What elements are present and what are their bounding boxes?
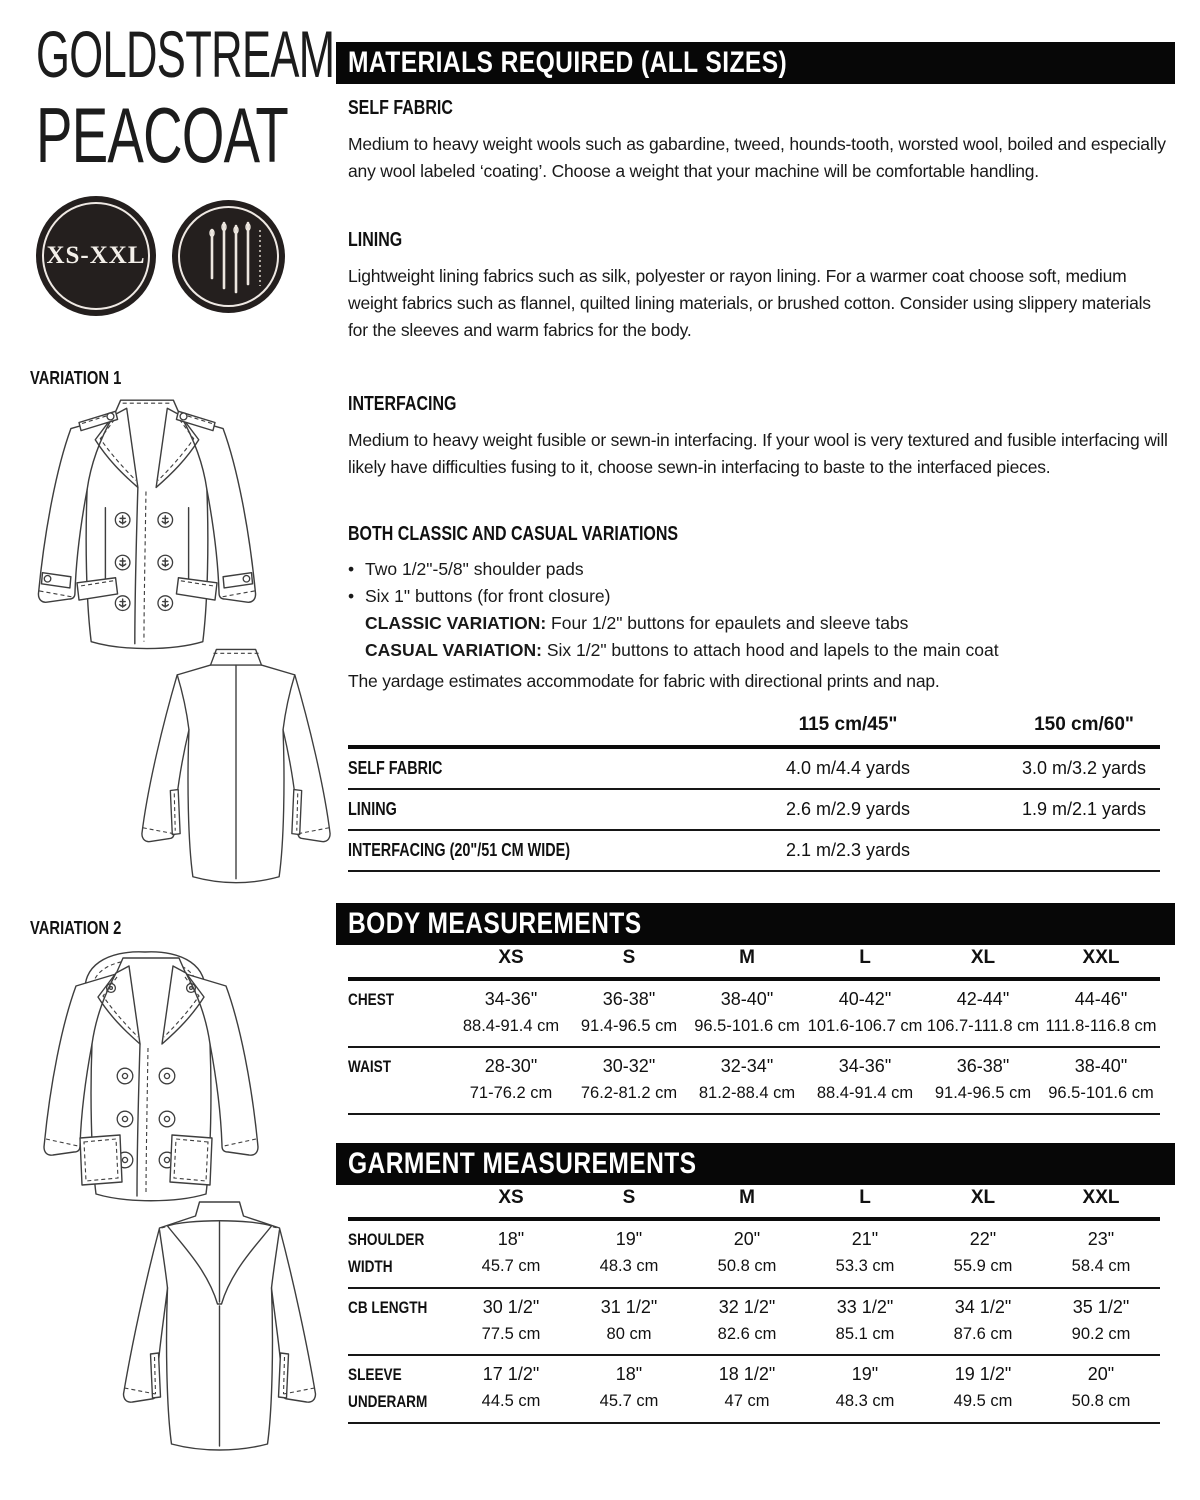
- table-row-sleeve-underarm: SLEEVE UNDERARM 17 1/2" 44.5 cm 18" 45.7 cm 18 1/2" 47 cm 19" 48.3 cm 19 1/2" 49.5 cm 20" 50.8 cm: [348, 1356, 1160, 1424]
- table-row-waist: WAIST 28-30" 71-76.2 cm 30-32" 76.2-81.2 cm 32-34" 81.2-88.4 cm 34-36" 88.4-91.4 cm 36-38" 91.4-96.5 cm 38-40" 96.5-101.6 cm: [348, 1048, 1160, 1115]
- title-line-1: GOLDSTREAM: [36, 17, 335, 91]
- variation-1-back-illustration: [138, 642, 334, 890]
- size-range-label: XS-XXL: [46, 242, 146, 269]
- classic-variation-note: CLASSIC VARIATION: Four 1/2" buttons for epaulets and sleeve tabs: [365, 613, 909, 633]
- variations-heading: BOTH CLASSIC AND CASUAL VARIATIONS: [348, 523, 679, 545]
- notions-list: [348, 556, 1168, 664]
- interfacing-heading: INTERFACING: [348, 393, 457, 415]
- variation-1-label: VARIATION 1: [30, 368, 122, 388]
- bullet-icon: •: [348, 559, 355, 579]
- body-measurements-header: BODY MEASUREMENTS: [336, 903, 1175, 945]
- title-line-2: PEACOAT: [36, 91, 288, 179]
- bullet-icon: •: [348, 586, 355, 606]
- self-fabric-heading: SELF FABRIC: [348, 97, 453, 119]
- interfacing-body: Medium to heavy weight fusible or sewn-in interfacing. If your wool is very textured and fusible interfacing will likely have difficulties fusing to it, choose sewn-in interfacing to baste to the interfaced pieces.: [348, 430, 1168, 477]
- self-fabric-body: Medium to heavy weight wools such as gabardine, tweed, hounds-tooth, worsted wool, boiled and especially any wool labeled ‘coating’. Choose a weight that your machine will be comfortable handling.: [348, 134, 1166, 181]
- table-row: INTERFACING (20"/51 CM WIDE) 2.1 m/2.3 yards: [348, 831, 1160, 872]
- needles-icon: [172, 200, 285, 313]
- table-row: SELF FABRIC 4.0 m/4.4 yards 3.0 m/3.2 yards: [348, 749, 1160, 790]
- variation-2-back-illustration: [110, 1196, 328, 1468]
- lining-heading: LINING: [348, 229, 403, 251]
- lining-body: Lightweight lining fabrics such as silk, polyester or rayon lining. For a warmer coat choose soft, medium weight fabrics such as flannel, quilted lining materials, or brushed cotton. Consider using slippery materials for the sleeves and warm fabrics for the body.: [348, 266, 1151, 340]
- list-item: • Two 1/2"-5/8" shoulder pads: [348, 556, 1168, 583]
- col-115cm: 115 cm/45": [798, 714, 898, 735]
- variation-1-front-illustration: [20, 388, 274, 664]
- variation-2-front-illustration: [26, 942, 266, 1214]
- table-row-shoulder-width: SHOULDER WIDTH 18" 45.7 cm 19" 48.3 cm 20" 50.8 cm 21" 53.3 cm 22" 55.9 cm 23" 58.4 cm: [348, 1221, 1160, 1289]
- size-header-row: XS S M L XL XXL: [498, 1187, 1120, 1208]
- size-header-row: XS S M L XL XXL: [498, 947, 1120, 968]
- garment-measurements-table: [348, 1187, 1160, 1424]
- yardage-table: [348, 714, 1160, 872]
- table-row: LINING 2.6 m/2.9 yards 1.9 m/2.1 yards: [348, 790, 1160, 831]
- col-150cm: 150 cm/60": [1034, 714, 1134, 735]
- needles-badge: [172, 200, 285, 313]
- garment-measurements-header: GARMENT MEASUREMENTS: [336, 1143, 1175, 1185]
- table-row-cb-length: CB LENGTH 30 1/2" 77.5 cm 31 1/2" 80 cm 32 1/2" 82.6 cm 33 1/2" 85.1 cm 34 1/2" 87.6 cm 35 1/2" 90.2 cm: [348, 1289, 1160, 1356]
- materials-section-header: MATERIALS REQUIRED (ALL SIZES): [336, 42, 1175, 84]
- table-row-chest: CHEST 34-36" 88.4-91.4 cm 36-38" 91.4-96.5 cm 38-40" 96.5-101.6 cm 40-42" 101.6-106.7 cm 42-44" 106.7-111.8 cm 44-46" 111.8-116.8 cm: [348, 981, 1160, 1048]
- yardage-note: The yardage estimates accommodate for fabric with directional prints and nap.: [348, 671, 940, 691]
- variation-2-label: VARIATION 2: [30, 918, 122, 938]
- yardage-table-header: [348, 714, 1160, 745]
- body-measurements-table: [348, 947, 1160, 1115]
- list-item: • Six 1" buttons (for front closure): [348, 583, 1168, 610]
- size-range-badge: [36, 196, 156, 316]
- casual-variation-note: CASUAL VARIATION: Six 1/2" buttons to attach hood and lapels to the main coat: [365, 640, 999, 660]
